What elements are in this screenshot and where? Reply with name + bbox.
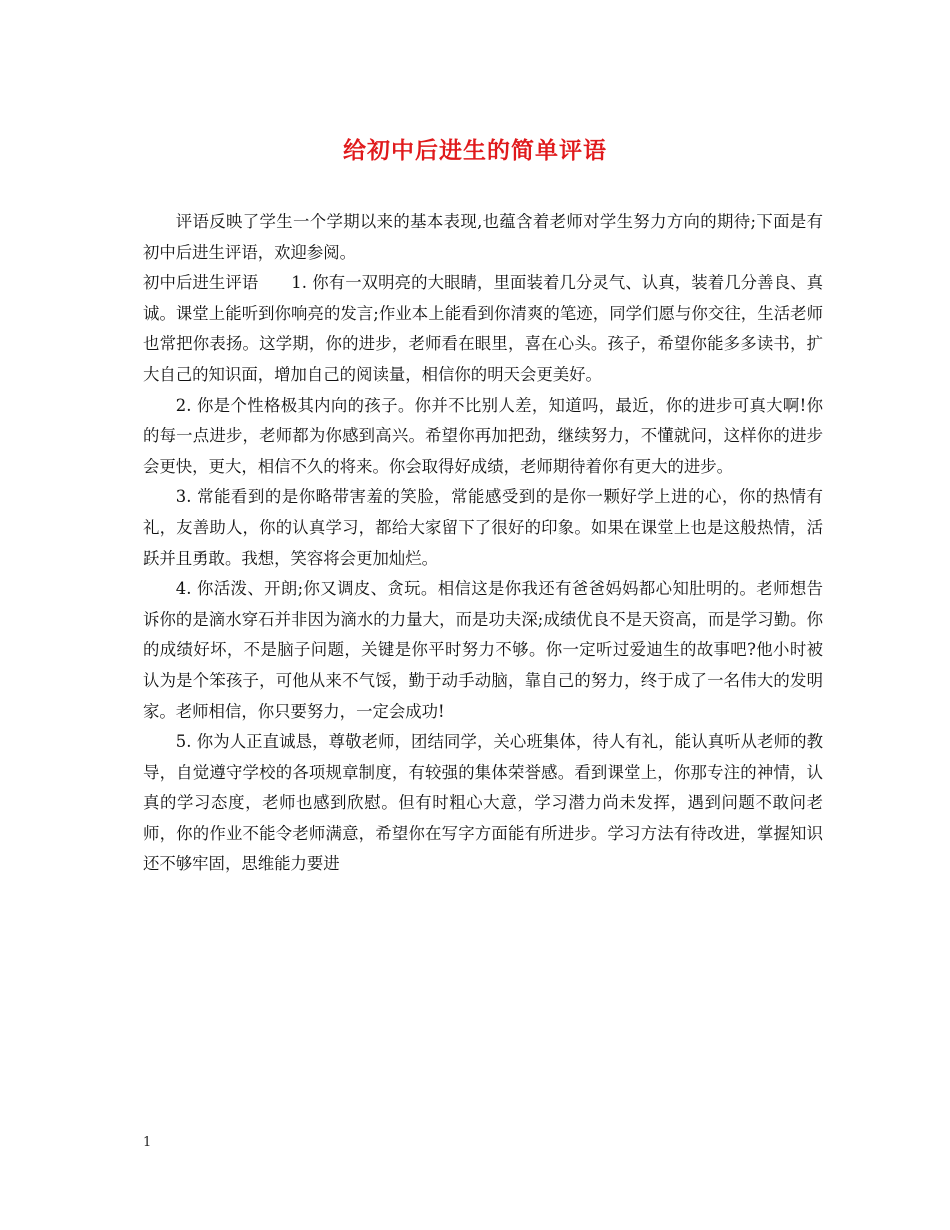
page-number: 1: [143, 1135, 152, 1150]
paragraph-comment-5: 5. 你为人正直诚恳，尊敬老师，团结同学，关心班集体，待人有礼，能认真听从老师的教导，自觉遵守学校的各项规章制度，有较强的集体荣誉感。看到课堂上，你那专注的神情，认真的学习态度，老师也感到欣慰。但有时粗心大意，学习潜力尚未发挥，遇到问题不敢问老师，你的作业不能令老师满意，希望你在写字方面能有所进步。学习方法有待改进，掌握知识还不够牢固，思维能力要进: [143, 732, 823, 874]
paragraph-comment-1: 初中后进生评语 1. 你有一双明亮的大眼睛，里面装着几分灵气、认真，装着几分善良、真诚。课堂上能听到你响亮的发言;作业本上能看到你清爽的笔迹，同学们愿与你交往，生活老师也常把你表扬。这学期，你的进步，老师看在眼里，喜在心头。孩子，希望你能多多读书，扩大自己的知识面，增加自己的阅读量，相信你的明天会更美好。: [143, 273, 823, 384]
document-body: [143, 207, 823, 880]
paragraph-comment-3: 3. 常能看到的是你略带害羞的笑脸，常能感受到的是你一颗好学上进的心，你的热情有礼，友善助人，你的认真学习，都给大家留下了很好的印象。如果在课堂上也是这般热情，活跃并且勇敢。我想，笑容将会更加灿烂。: [143, 487, 823, 568]
paragraph-intro: 评语反映了学生一个学期以来的基本表现,也蕴含着老师对学生努力方向的期待;下面是有初中后进生评语，欢迎参阅。: [143, 212, 823, 262]
document-title: 给初中后进生的简单评语: [343, 137, 607, 164]
paragraph-comment-4: 4. 你活泼、开朗;你又调皮、贪玩。相信这是你我还有爸爸妈妈都心知肚明的。老师想告诉你的是滴水穿石并非因为滴水的力量大，而是功夫深;成绩优良不是天资高，而是学习勤。你的成绩好坏，不是脑子问题，关键是你平时努力不够。你一定听过爱迪生的故事吧?他小时被认为是个笨孩子，可他从来不气馁，勤于动手动脑，靠自己的努力，终于成了一名伟大的发明家。老师相信，你只要努力，一定会成功!: [143, 579, 823, 721]
paragraph-comment-2: 2. 你是个性格极其内向的孩子。你并不比别人差，知道吗，最近，你的进步可真大啊!你的每一点进步，老师都为你感到高兴。希望你再加把劲，继续努力，不懂就问，这样你的进步会更快，更大，相信不久的将来。你会取得好成绩，老师期待着你有更大的进步。: [143, 395, 823, 476]
